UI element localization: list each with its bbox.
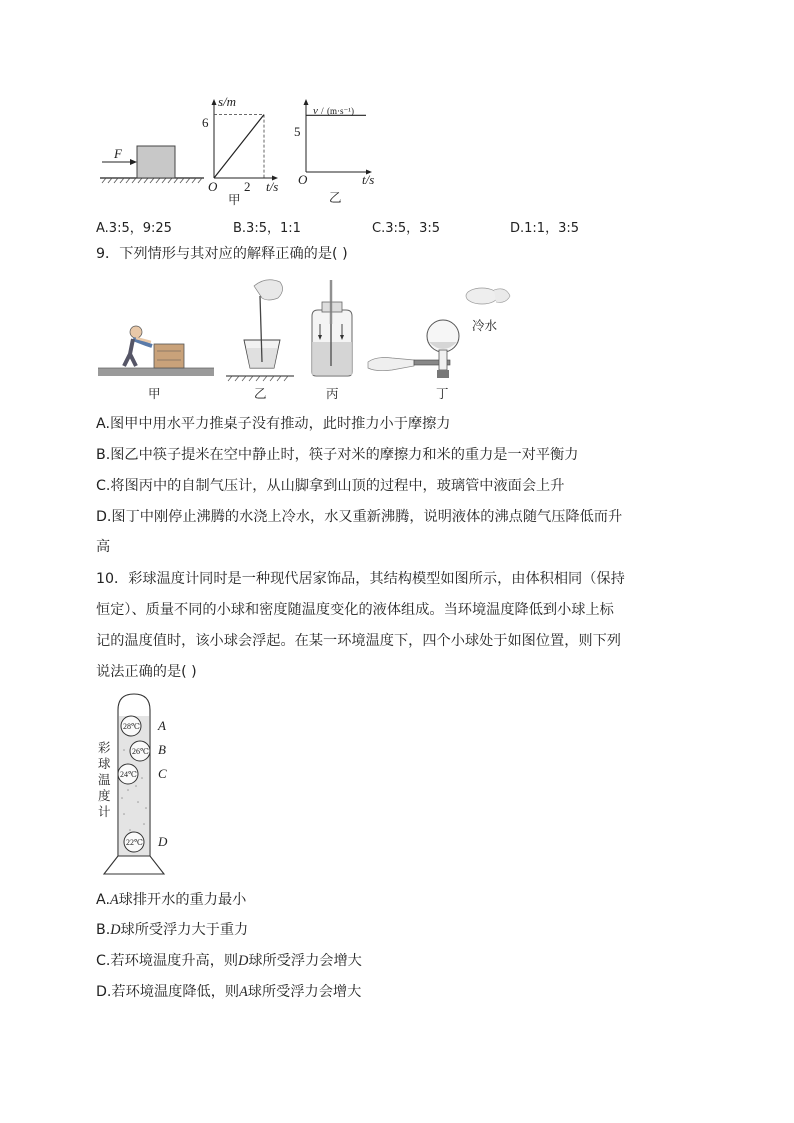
q8-figure xyxy=(96,94,396,209)
figure-caption: 乙 xyxy=(329,190,342,205)
q9-option-d: D.图丁中刚停止沸腾的水浇上冷水，水又重新沸腾，说明液体的沸点随气压降低而升 xyxy=(96,509,623,525)
origin-label: O xyxy=(208,179,218,194)
chart-yi xyxy=(294,99,374,205)
cold-water-beaker xyxy=(466,288,498,304)
x-tick-label: 2 xyxy=(244,179,251,194)
ball-c-letter: C xyxy=(158,766,167,781)
q10-option-b: B.D球所受浮力大于重力 xyxy=(96,922,249,938)
q9-option-d-cont: 高 xyxy=(96,539,111,555)
y-axis-unit-text: (m·s⁻¹) xyxy=(327,106,354,116)
q9-stem: 9．下列情形与其对应的解释正确的是( ) xyxy=(96,246,348,262)
q8-option-b: B.3:5，1:1 xyxy=(233,221,301,236)
ball-d-letter: D xyxy=(158,834,168,849)
side-label-4: 度 xyxy=(98,788,111,803)
y-axis-unit: / xyxy=(321,107,324,117)
block-diagram xyxy=(100,146,204,183)
q10-stem-4: 说法正确的是( ) xyxy=(96,664,197,680)
side-label-1: 彩 xyxy=(98,740,111,755)
side-label-3: 温 xyxy=(98,772,111,787)
y-axis-label: s/m xyxy=(218,94,237,109)
q8-option-a: A.3:5，9:25 xyxy=(96,221,172,236)
chart-jia xyxy=(202,94,278,207)
ball-a-letter: A xyxy=(158,718,166,733)
label-jia: 甲 xyxy=(148,386,161,401)
q9-option-a: A.图甲中用水平力推桌子没有推动，此时推力小于摩擦力 xyxy=(96,416,451,432)
person-head xyxy=(130,326,142,338)
x-axis-label: t/s xyxy=(266,179,279,194)
q10-option-a: A.A球排开水的重力最小 xyxy=(96,892,247,908)
q9-option-c: C.将图丙中的自制气压计，从山脚拿到山顶的过程中，玻璃管中液面会上升 xyxy=(96,478,565,494)
y-tick-label: 5 xyxy=(294,124,301,139)
series-line xyxy=(214,115,264,178)
ball-b-letter: B xyxy=(158,742,166,757)
q10-figure-thermometer xyxy=(96,690,206,886)
y-tick-label: 6 xyxy=(202,115,209,130)
label-yi: 乙 xyxy=(254,386,267,401)
q10-option-c: C.若环境温度升高，则D球所受浮力会增大 xyxy=(96,953,362,969)
q10-stem-1: 10．彩球温度计同时是一种现代居家饰品，其结构模型如图所示，由体积相同（保持 xyxy=(96,571,625,587)
q10-stem-3: 记的温度值时，该小球会浮起。在某一环境温度下，四个小球处于如图位置，则下列 xyxy=(96,633,621,649)
cold-water-label: 冷水 xyxy=(472,318,498,333)
q8-option-c: C.3:5，3:5 xyxy=(372,221,441,236)
figure-yi-chopsticks xyxy=(226,280,294,401)
q10-stem-2: 恒定）、质量不同的小球和密度随温度变化的液体组成。当环境温度降低到小球上标 xyxy=(96,602,614,618)
box xyxy=(154,344,184,368)
label-ding: 丁 xyxy=(436,386,449,401)
q8-option-d: D.1:1，3:5 xyxy=(510,221,579,236)
base xyxy=(104,856,164,874)
svg-text:24℃: 24℃ xyxy=(120,770,137,779)
q10-option-d: D.若环境温度降低，则A球所受浮力会增大 xyxy=(96,984,362,1000)
hand xyxy=(254,280,283,300)
svg-text:26℃: 26℃ xyxy=(132,747,149,756)
svg-text:22℃: 22℃ xyxy=(126,838,143,847)
x-axis-label: t/s xyxy=(362,172,375,187)
label-bing: 丙 xyxy=(326,386,339,401)
q9-option-b: B.图乙中筷子提米在空中静止时，筷子对米的摩擦力和米的重力是一对平衡力 xyxy=(96,447,579,463)
figure-caption: 甲 xyxy=(228,192,241,207)
svg-text:28℃: 28℃ xyxy=(123,722,140,731)
figure-bing-barometer xyxy=(312,280,352,401)
q9-figure xyxy=(96,276,516,404)
hand xyxy=(368,358,414,371)
origin-label: O xyxy=(298,172,308,187)
side-label-5: 计 xyxy=(98,804,111,819)
y-axis-label: v xyxy=(313,105,318,117)
figure-ding-flask xyxy=(368,288,510,401)
force-label: F xyxy=(114,146,122,161)
side-label-2: 球 xyxy=(98,756,111,771)
figure-jia-pushing xyxy=(98,326,214,401)
